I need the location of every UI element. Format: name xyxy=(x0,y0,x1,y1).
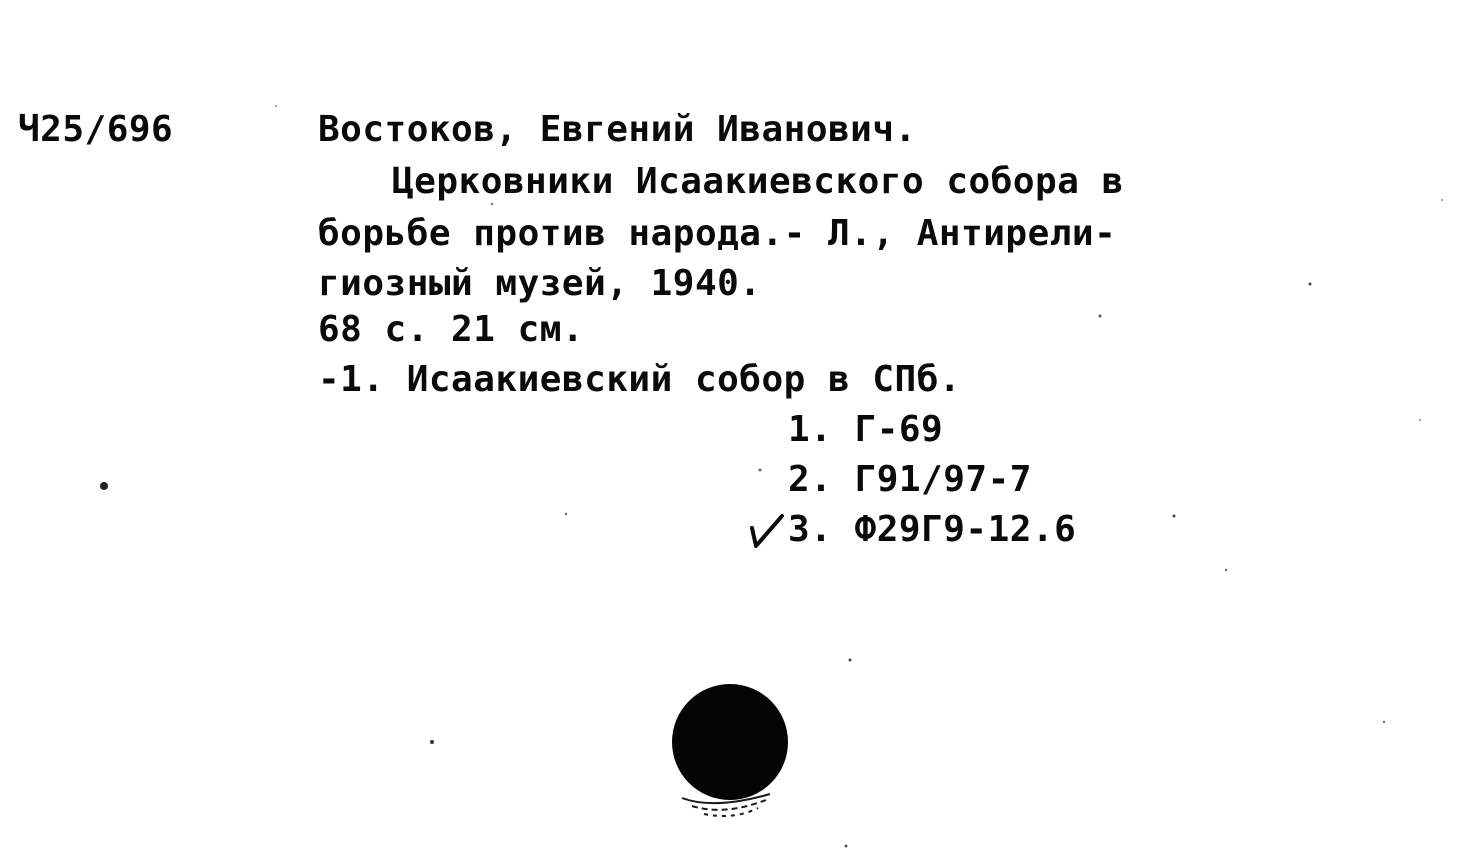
title-line-1: Церковники Исаакиевского собора в xyxy=(392,161,1124,202)
title-line-2: борьбе против народа.- Л., Антирели- xyxy=(318,213,1117,254)
index-entry-1: 1. Г-69 xyxy=(788,409,944,450)
title-line-3: гиозный музей, 1940. xyxy=(318,263,762,304)
index-entry-2: 2. Г91/97-7 xyxy=(788,459,1032,500)
subject-heading: -1. Исаакиевский собор в СПб. xyxy=(318,359,962,400)
author-heading: Востоков, Евгений Иванович. xyxy=(318,109,917,150)
index-entry-3: 3. Ф29Г9-12.6 xyxy=(788,509,1077,550)
physical-description: 68 с. 21 см. xyxy=(318,309,585,350)
shelf-mark: Ч25/696 xyxy=(18,109,174,150)
